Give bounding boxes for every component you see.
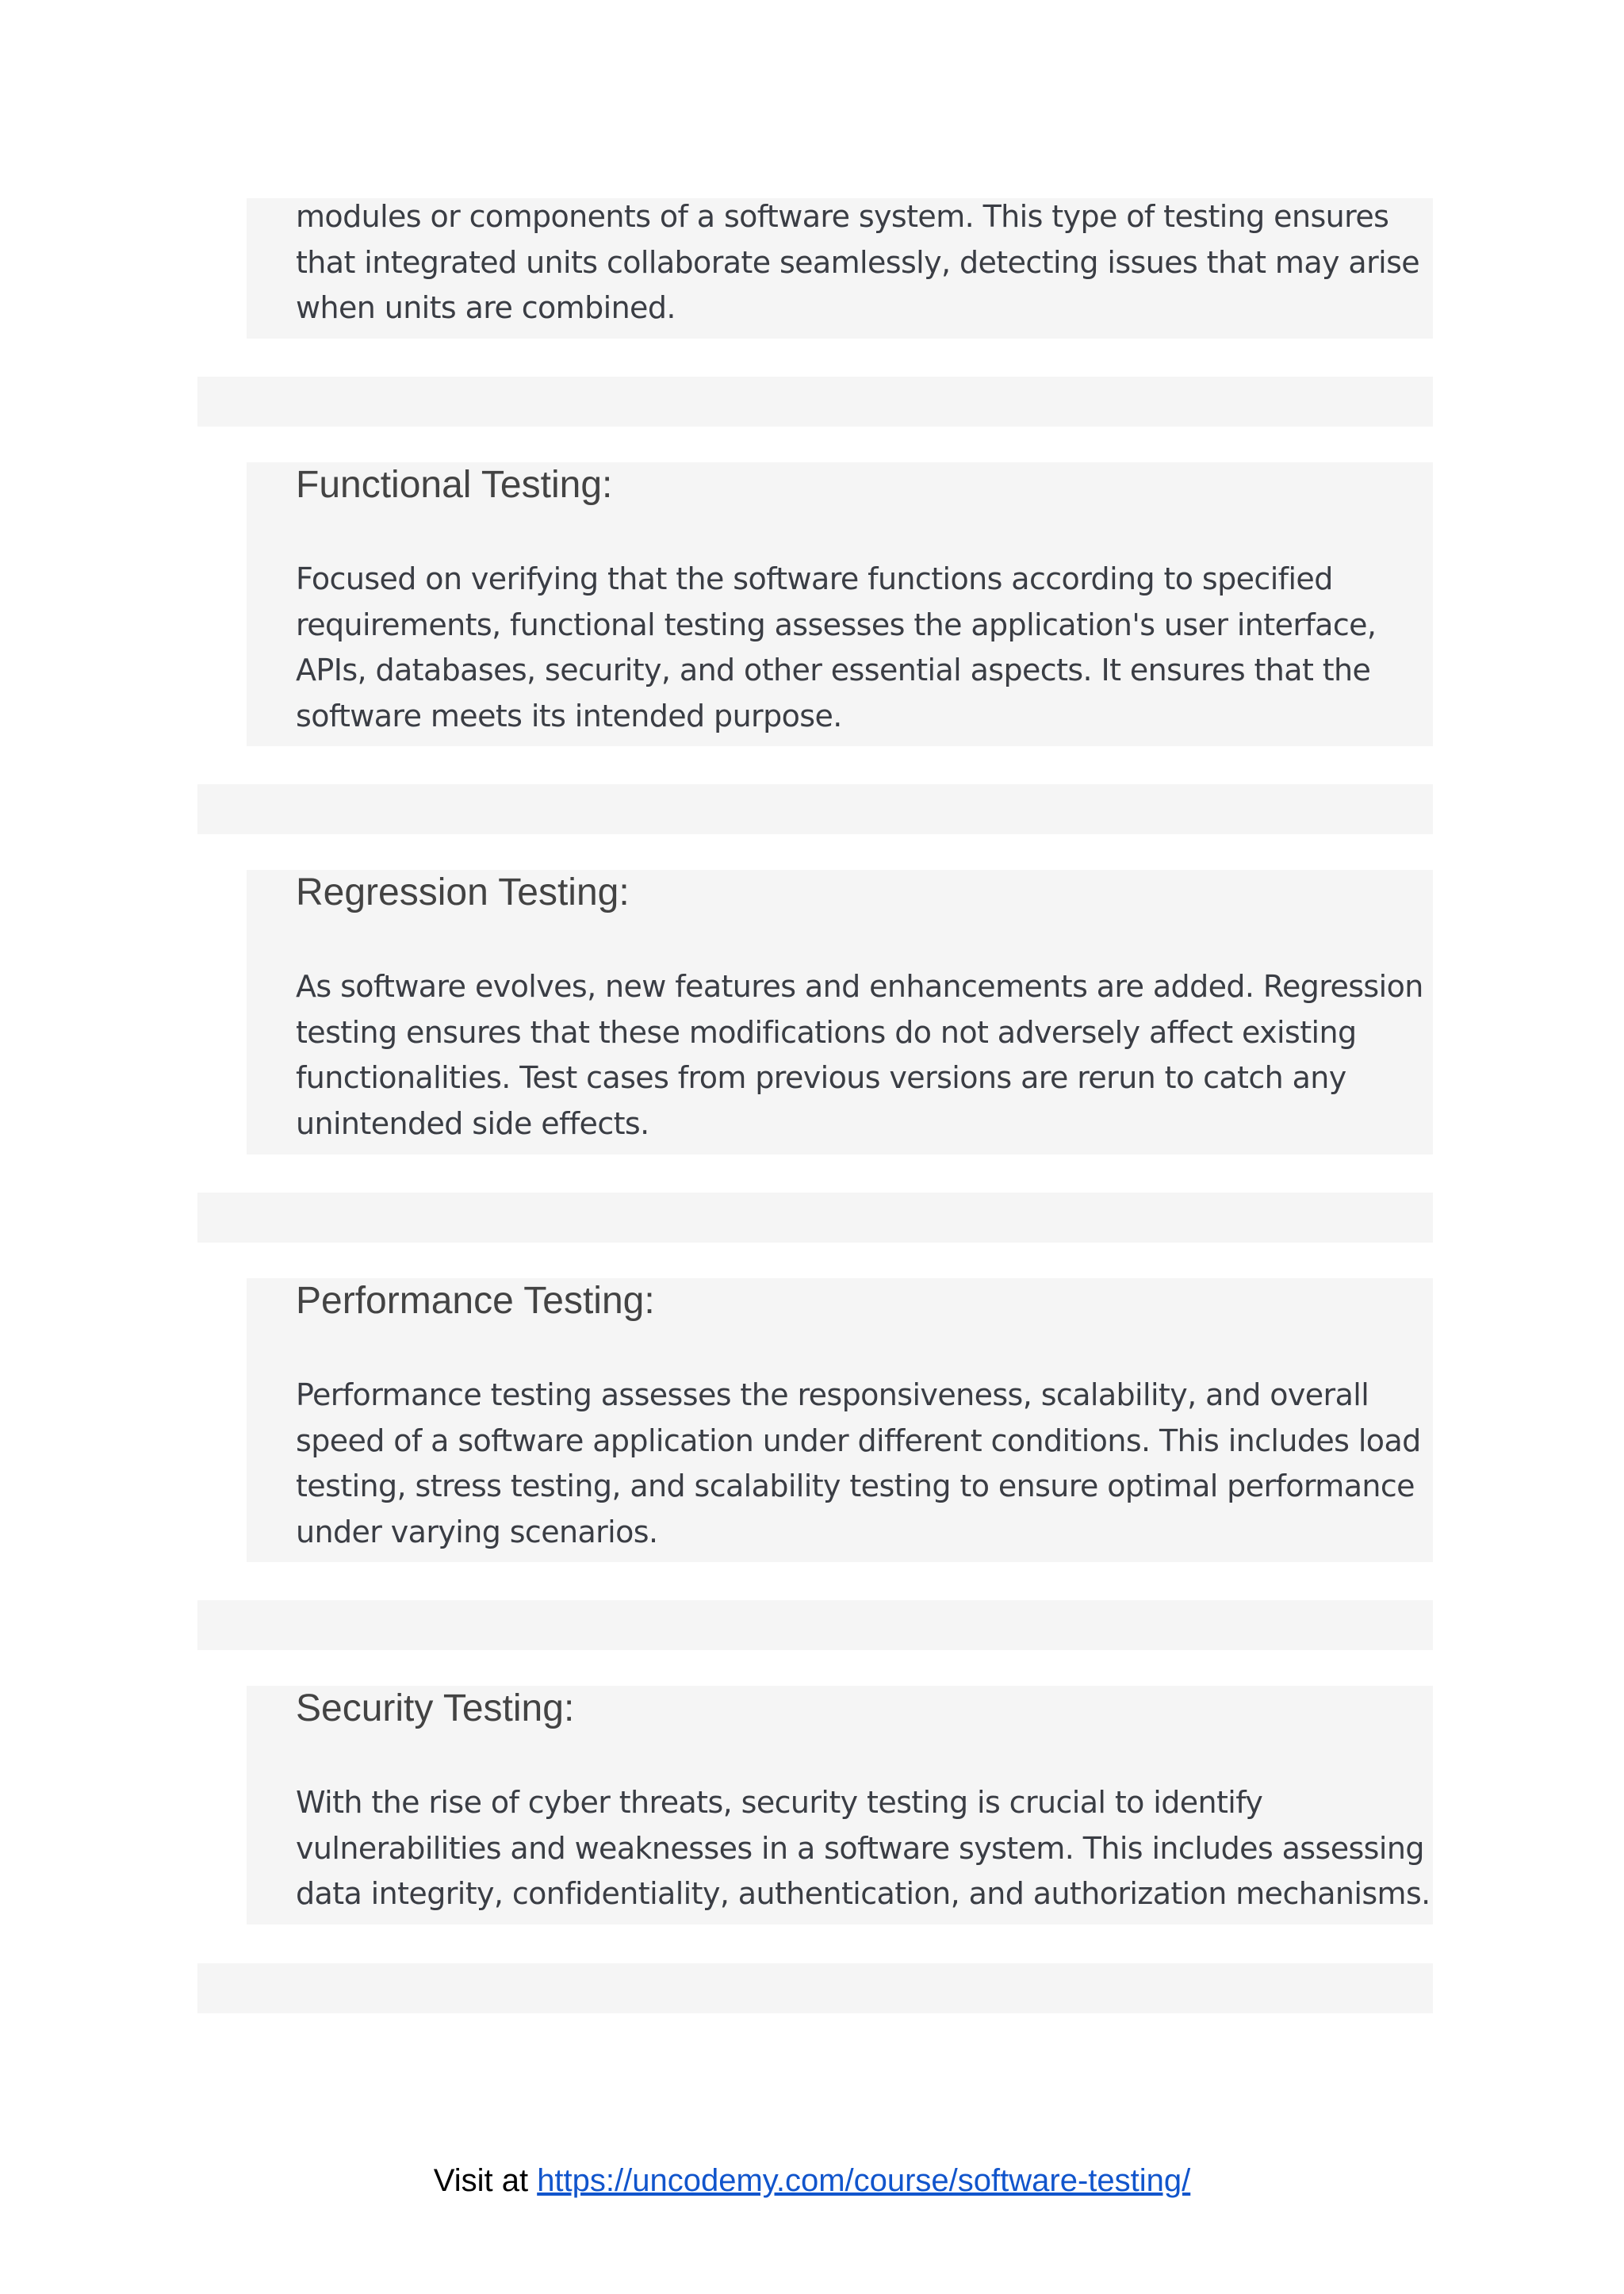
section-heading-security-testing: Security Testing: xyxy=(296,1687,575,1729)
section-divider xyxy=(197,784,1433,834)
paragraph-line: requirements, functional testing assesses the application's user interface, xyxy=(296,607,1377,642)
paragraph-line: Focused on verifying that the software functions according to specified xyxy=(296,561,1333,596)
paragraph-line: APIs, databases, security, and other essential aspects. It ensures that the xyxy=(296,653,1371,687)
section-heading-functional-testing: Functional Testing: xyxy=(296,464,613,506)
intro-paragraph xyxy=(296,194,1438,331)
paragraph-line: testing ensures that these modifications do not adversely affect existing xyxy=(296,1014,1357,1050)
paragraph-line: data integrity, confidentiality, authentication, and authorization mechanisms. xyxy=(296,1876,1431,1911)
section-heading-regression-testing: Regression Testing: xyxy=(296,871,630,913)
paragraph-line: speed of a software application under different conditions. This includes load xyxy=(296,1423,1421,1458)
paragraph-line: Performance testing assesses the responsiveness, scalability, and overall xyxy=(296,1377,1369,1412)
paragraph-line: testing, stress testing, and scalability testing to ensure optimal performance xyxy=(296,1469,1415,1503)
paragraph-line: under varying scenarios. xyxy=(296,1514,658,1549)
section-divider xyxy=(197,377,1433,427)
footer-prefix: Visit at xyxy=(433,2163,529,2198)
section-paragraph-security-testing xyxy=(296,1780,1438,1917)
section-paragraph-performance-testing xyxy=(296,1373,1438,1555)
section-paragraph-functional-testing xyxy=(296,557,1438,739)
paragraph-line: vulnerabilities and weaknesses in a software system. This includes assessing xyxy=(296,1830,1424,1866)
paragraph-line: unintended side effects. xyxy=(296,1105,649,1141)
paragraph-line: With the rise of cyber threats, security testing is crucial to identify xyxy=(296,1785,1263,1820)
page-footer xyxy=(0,2162,1624,2200)
section-paragraph-regression-testing xyxy=(296,964,1438,1147)
paragraph-line: modules or components of a software system. This type of testing ensures xyxy=(296,199,1389,234)
paragraph-line: when units are combined. xyxy=(296,290,676,325)
section-heading-performance-testing: Performance Testing: xyxy=(296,1280,655,1322)
course-link[interactable]: https://uncodemy.com/course/software-testing/ xyxy=(537,2163,1191,2198)
section-divider xyxy=(197,1963,1433,2013)
section-divider xyxy=(197,1600,1433,1650)
paragraph-line: software meets its intended purpose. xyxy=(296,698,842,733)
section-divider xyxy=(197,1193,1433,1243)
paragraph-line: functionalities. Test cases from previous versions are rerun to catch any xyxy=(296,1060,1346,1095)
paragraph-line: As software evolves, new features and enhancements are added. Regression xyxy=(296,969,1423,1004)
paragraph-line: that integrated units collaborate seamlessly, detecting issues that may arise xyxy=(296,244,1420,280)
